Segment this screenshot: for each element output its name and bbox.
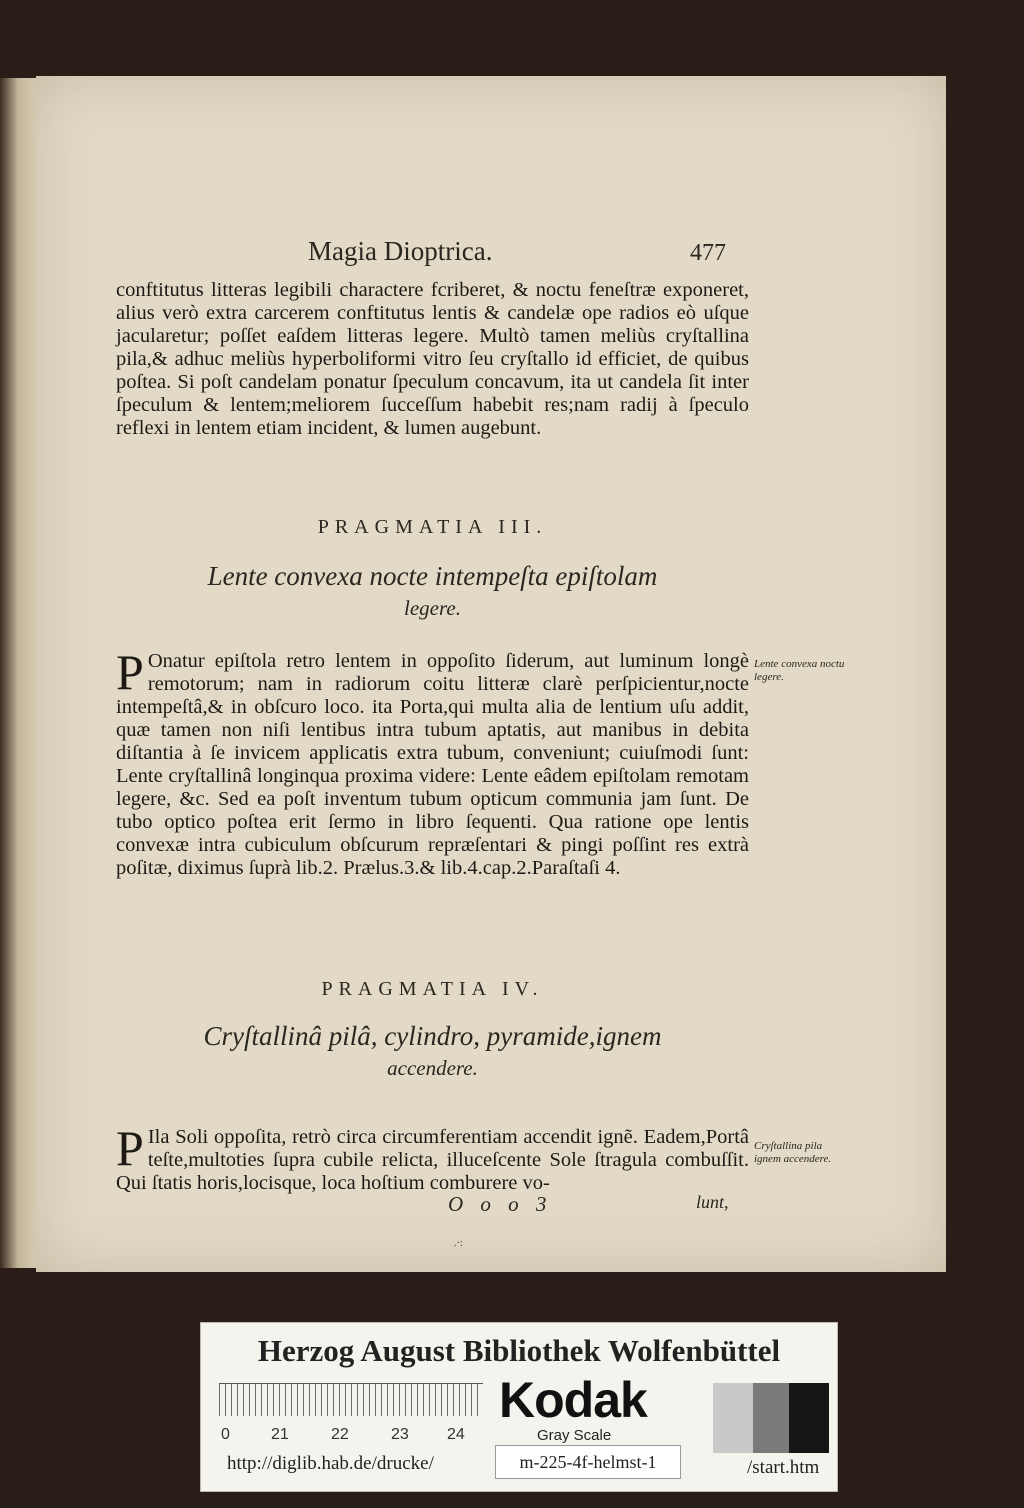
drop-cap: P bbox=[116, 644, 144, 700]
paragraph-3 bbox=[116, 1120, 749, 1195]
scale-ruler bbox=[219, 1383, 483, 1448]
section-heading-iii: PRAGMATIA III. bbox=[317, 516, 548, 538]
library-color-card bbox=[200, 1322, 838, 1492]
ruler-label: 21 bbox=[271, 1426, 289, 1443]
gray-swatch-light bbox=[713, 1383, 753, 1453]
shelfmark-box: m-225-4f-helmst-1 bbox=[495, 1445, 681, 1479]
ruler-label: 22 bbox=[331, 1426, 349, 1443]
gray-scale-label: Gray Scale bbox=[537, 1427, 612, 1444]
paragraph-2 bbox=[116, 644, 749, 880]
section-heading-iv: PRAGMATIA IV. bbox=[321, 978, 544, 1000]
gray-swatch-mid bbox=[753, 1383, 793, 1453]
page-text bbox=[36, 76, 946, 1272]
section-subtitle-iii bbox=[116, 560, 749, 624]
kodak-logo: Kodak bbox=[499, 1372, 647, 1428]
subtitle-line-2: accendere. bbox=[387, 1056, 478, 1080]
library-url-left: http://diglib.hab.de/drucke/ bbox=[227, 1453, 434, 1474]
gray-swatch-dark bbox=[789, 1383, 829, 1453]
page-header bbox=[36, 236, 946, 276]
margin-note-2: Cryſtallina pila ignem accendere. bbox=[754, 1140, 832, 1165]
subtitle-line-1: Cryſtallinâ pilâ, cylindro, pyramide,ignem bbox=[203, 1021, 662, 1051]
subtitle-line-1: Lente convexa nocte intempeſta epiſtolam bbox=[207, 561, 658, 591]
page-number: 477 bbox=[690, 240, 726, 266]
library-url-right: /start.htm bbox=[747, 1457, 820, 1478]
subtitle-line-2: legere. bbox=[404, 596, 461, 620]
paper-speck: .·: bbox=[454, 1238, 463, 1249]
ruler-label: 24 bbox=[447, 1426, 465, 1443]
drop-cap: P bbox=[116, 1120, 144, 1176]
paragraph-1: conftitutus litteras legibili charactere fcriberet, & noctu feneſtræ exponeret, alius verò extra carcerem conftitutus lentis & candelæ ope radios eò uſque jacularetur; poſſet eaſdem litteras legere. Multò tamen meliùs cryſtallina pila,& adhuc meliùs hyperboliformi vitro ſeu cryſtallo id efficiet, de quibus poſtea. Si poſt candelam ponatur ſpeculum concavum, ita ut candela ſit inter ſpeculum & lentem;meliorem ſucceſſum habebit res;nam radij à ſpeculo reflexi in lentem etiam incident, & lumen augebunt. bbox=[116, 279, 749, 439]
paragraph-2-text: Onatur epiſtola retro lentem in oppoſito ſiderum, aut luminum longè remotorum; nam in radiorum coitu litteræ clarè perſpicientur,nocte intempeſtâ,& in obſcuro loco. ita Porta,qui multa alia de lentium uſu addit, quæ tamen non niſi lentibus intra tubum aptatis, aut manibus in debita diſtantia à ſe invicem applicatis extra tubum, conveniunt; cuiuſmodi ſunt: Lente cryſtallinâ longinqua proxima videre: Lente eâdem epiſtolam remotam legere, &c. Sed ea poſt inventum tubum opticum communia jam ſunt. De tubo optico poſtea erit ſermo in libro ſequenti. Qua ratione ope lentis convexæ intra cubiculum obſcurum repræſentari & pingi poſſint res extrà poſitæ, diximus ſuprà lib.2. Prælus.3.& lib.4.cap.2.Paraſtaſi 4. bbox=[116, 650, 749, 879]
ruler-label: 23 bbox=[391, 1426, 409, 1443]
book-page bbox=[36, 76, 946, 1272]
paragraph-3-text: Ila Soli oppoſita, retrò circa circumferentiam accendit ignẽ. Eadem,Portâ teſte,multoties ſupra cubile relicta, illuceſcente Sole ſtragula combuſſit. Qui ſtatis horis,locisque, loca hoſtium comburere vo- bbox=[116, 1126, 749, 1194]
margin-note-1: Lente convexa noctu legere. bbox=[754, 658, 845, 683]
section-subtitle-iv bbox=[116, 1020, 749, 1084]
running-title: Magia Dioptrica. bbox=[308, 236, 493, 266]
card-title: Herzog August Bibliothek Wolfenbüttel bbox=[257, 1333, 781, 1368]
previous-page-edge bbox=[0, 78, 40, 1268]
ruler-ticks bbox=[219, 1384, 483, 1416]
catchword: lunt, bbox=[696, 1192, 729, 1212]
ruler-label: 0 bbox=[221, 1426, 230, 1443]
signature-mark: O o o 3 bbox=[448, 1192, 553, 1216]
